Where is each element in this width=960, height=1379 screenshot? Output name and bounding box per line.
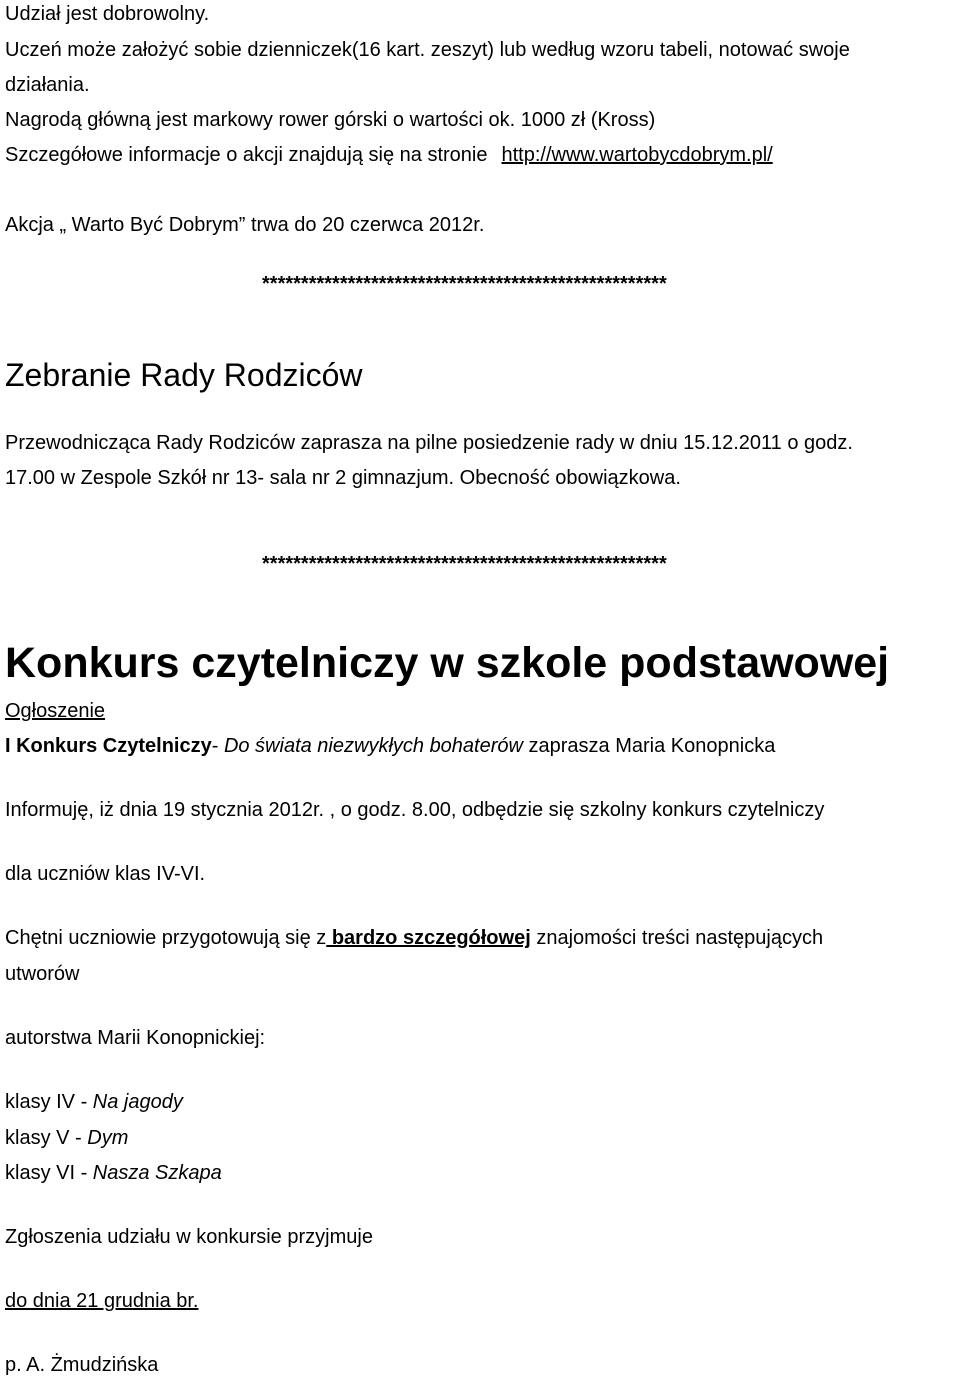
- intro-line-5: [5, 143, 773, 167]
- contest-info-1: Informuję, iż dnia 19 stycznia 2012r. , o godz. 8.00, odbędzie się szkolny konkurs czytelniczy: [5, 799, 825, 821]
- website-link[interactable]: http://www.wartobycdobrym.pl/: [501, 144, 773, 166]
- prep-line-1: [5, 926, 823, 950]
- announcement-label: Ogłoszenie: [5, 700, 106, 722]
- contest-subtitle: Do świata niezwykłych bohaterów: [223, 735, 523, 757]
- intro-line-2: Uczeń może założyć sobie dzienniczek(16 kart. zeszyt) lub według wzoru tabeli, notować swoje: [5, 39, 850, 61]
- title-rest: zaprasza Maria Konopnicka: [522, 735, 776, 757]
- signature-line: p. A. Żmudzińska: [5, 1354, 159, 1376]
- intro-line-4: Nagrodą główną jest markowy rower górski o wartości ok. 1000 zł (Kross): [5, 109, 656, 131]
- class-label: klasy V -: [5, 1127, 88, 1149]
- class-item: [5, 1090, 183, 1114]
- contest-info-2: dla uczniów klas IV-VI.: [5, 863, 206, 885]
- meeting-heading: Zebranie Rady Rodziców: [5, 357, 363, 393]
- intro-line-3: działania.: [5, 74, 90, 96]
- info-text: Szczegółowe informacje o akcji znajdują się na stronie: [5, 144, 488, 166]
- book-title: Dym: [87, 1127, 129, 1149]
- author-line: autorstwa Marii Konopnickiej:: [5, 1027, 266, 1049]
- contest-name: I Konkurs Czytelniczy: [5, 735, 212, 757]
- class-label: klasy VI -: [5, 1162, 93, 1184]
- prep-emphasis: bardzo szczegółowej: [326, 927, 531, 949]
- deadline-line: do dnia 21 grudnia br.: [5, 1290, 199, 1312]
- intro-line-6: Akcja „ Warto Być Dobrym” trwa do 20 czerwca 2012r.: [5, 214, 485, 236]
- title-dash: -: [211, 735, 224, 757]
- book-title: Nasza Szkapa: [92, 1162, 222, 1184]
- prep-start: Chętni uczniowie przygotowują się z: [5, 927, 327, 949]
- prep-end: znajomości treści następujących: [530, 927, 824, 949]
- contest-title-line: [5, 734, 775, 758]
- class-item: [5, 1126, 128, 1150]
- meeting-line-1: Przewodnicząca Rady Rodziców zaprasza na pilne posiedzenie rady w dniu 15.12.2011 o godz.: [5, 432, 853, 454]
- prep-line-2: utworów: [5, 963, 80, 985]
- book-title: Na jagody: [92, 1091, 183, 1113]
- separator-1: ****************************************************: [262, 273, 667, 295]
- separator-2: ****************************************************: [262, 553, 667, 575]
- contest-heading: Konkurs czytelniczy w szkole podstawowej: [5, 639, 890, 687]
- class-label: klasy IV -: [5, 1091, 93, 1113]
- meeting-line-2: 17.00 w Zespole Szkół nr 13- sala nr 2 gimnazjum. Obecność obowiązkowa.: [5, 467, 681, 489]
- registration-line: Zgłoszenia udziału w konkursie przyjmuje: [5, 1226, 373, 1248]
- intro-line-1: Udział jest dobrowolny.: [5, 3, 210, 25]
- class-item: [5, 1161, 222, 1185]
